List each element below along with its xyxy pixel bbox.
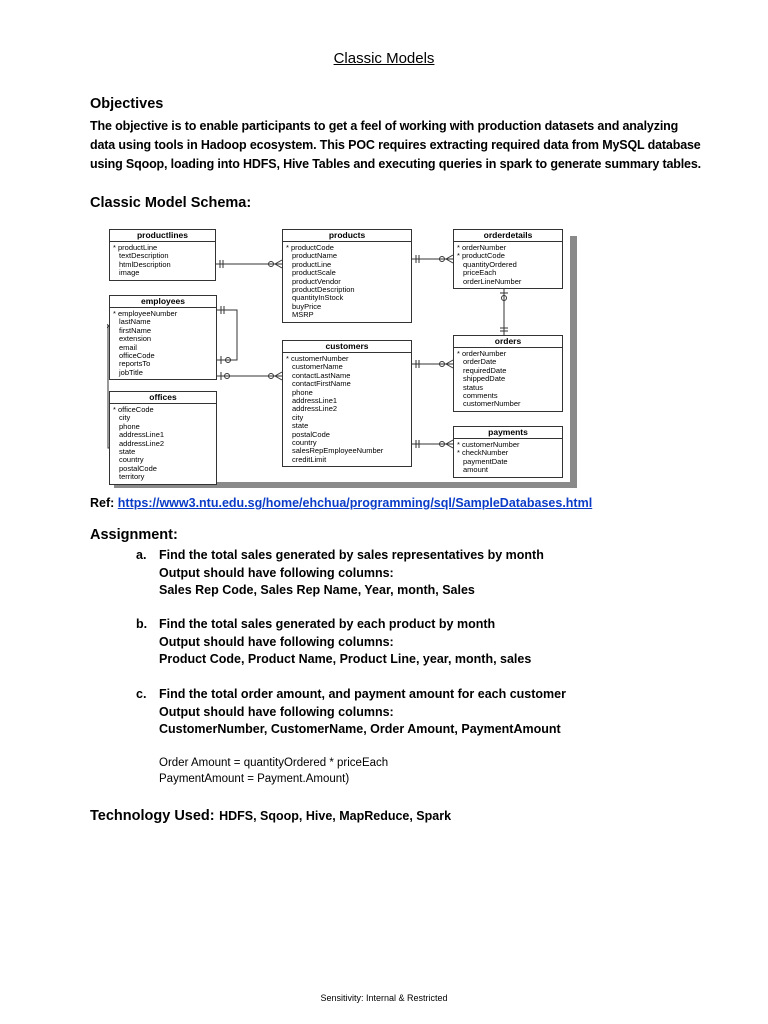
technology-heading: Technology Used: (90, 808, 215, 824)
entity-orders (453, 335, 563, 412)
entity-field: requiredDate (463, 365, 507, 375)
schema-heading: Classic Model Schema: (90, 195, 252, 211)
assignment-line: Output should have following columns: (159, 634, 394, 649)
entity-field: shippedDate (463, 374, 506, 384)
entity-field: * officeCode (113, 405, 154, 414)
entity-field: firstName (119, 325, 152, 335)
entity-field: * employeeNumber (113, 309, 178, 318)
entity-productlines (109, 229, 216, 281)
entity-field: productScale (292, 268, 336, 278)
entity-field: country (119, 455, 144, 465)
formula-line: Order Amount = quantityOrdered * priceEach (159, 757, 389, 769)
technology-value: HDFS, Sqoop, Hive, MapReduce, Spark (219, 809, 452, 823)
objectives-line: using Sqoop, loading into HDFS, Hive Tables and executing queries in spark to generate summary tables. (90, 157, 701, 171)
entity-field: productVendor (292, 276, 341, 286)
entity-field: productLine (292, 259, 332, 269)
entity-field: state (119, 447, 136, 457)
assignment-line: Sales Rep Code, Sales Rep Name, Year, month, Sales (159, 583, 475, 597)
entity-field: state (292, 421, 309, 431)
entity-field: quantityInStock (292, 293, 344, 303)
assignment-line: Find the total sales generated by each product by month (159, 617, 496, 631)
entity-field: extension (119, 334, 152, 344)
entity-field: postalCode (292, 429, 330, 439)
formulas (159, 755, 388, 787)
objectives-paragraph (90, 117, 701, 174)
entity-field: contactFirstName (292, 379, 351, 389)
entity-field: customerNumber (463, 399, 521, 409)
entity-title: productlines (110, 230, 215, 242)
entity-field: reportsTo (119, 359, 151, 369)
entity-title: payments (454, 427, 562, 439)
entity-field: status (463, 382, 484, 392)
entity-products (282, 229, 412, 323)
entity-field: * orderNumber (457, 243, 507, 252)
entity-field: textDescription (119, 251, 169, 261)
entity-field: city (292, 412, 304, 422)
assignment-item-label: b. (136, 617, 148, 631)
assignment-item-a (136, 547, 696, 600)
entity-field: addressLine2 (292, 404, 338, 414)
objectives-line: data using tools in Hadoop ecosystem. This POC requires extracting required data from MySQL database (90, 138, 701, 152)
assignment-line: Find the total sales generated by sales representatives by month (159, 548, 544, 562)
assignment-item-c (136, 686, 696, 739)
entity-title: orders (454, 336, 562, 348)
reference (90, 496, 592, 510)
entity-field: country (292, 438, 317, 448)
entity-field: salesRepEmployeeNumber (292, 446, 384, 456)
er-diagram (107, 226, 570, 482)
entity-title: customers (283, 341, 411, 353)
entity-field: * customerNumber (457, 440, 520, 449)
entity-payments (453, 426, 563, 478)
entity-field: htmlDescription (119, 259, 171, 269)
entity-field: addressLine1 (292, 396, 338, 406)
assignment-item-b (136, 616, 696, 669)
entity-field: phone (292, 387, 313, 397)
entity-field: customerName (292, 362, 343, 372)
assignment-line: Find the total order amount, and payment amount for each customer (159, 687, 566, 701)
entity-field: phone (119, 421, 140, 431)
entity-title: orderdetails (454, 230, 562, 242)
entity-field: * orderNumber (457, 349, 507, 358)
entity-title: products (283, 230, 411, 242)
objectives-heading: Objectives (90, 96, 164, 112)
assignment-line: Output should have following columns: (159, 565, 394, 580)
entity-field: city (119, 413, 131, 423)
entity-field: officeCode (119, 351, 155, 361)
entity-field: jobTitle (119, 367, 143, 377)
entity-field: buyPrice (292, 301, 322, 311)
assignment-item-label: a. (136, 548, 147, 562)
entity-field: * productCode (286, 243, 334, 252)
assignment-line: Product Code, Product Name, Product Line, year, month, sales (159, 652, 532, 666)
entity-field: quantityOrdered (463, 259, 517, 269)
entity-field: MSRP (292, 310, 314, 320)
entity-field: orderLineNumber (463, 276, 522, 286)
page-title: Classic Models (333, 50, 435, 67)
objectives-line: The objective is to enable participants to get a feel of working with production datasets and analyzing (90, 119, 679, 133)
entity-field: addressLine2 (119, 438, 165, 448)
assignment-item-label: c. (136, 687, 147, 701)
entity-field: orderDate (463, 357, 497, 367)
entity-field: amount (463, 465, 489, 475)
entity-field: productDescription (292, 285, 355, 295)
entity-field: * checkNumber (457, 448, 509, 458)
entity-field: contactLastName (292, 370, 351, 380)
entity-field: image (119, 268, 140, 278)
entity-field: territory (119, 472, 145, 482)
reference-link[interactable]: https://www3.ntu.edu.sg/home/ehchua/programming/sql/SampleDatabases.html (117, 496, 593, 510)
entity-title: employees (110, 296, 216, 308)
entity-customers (282, 340, 412, 467)
entity-orderdetails (453, 229, 563, 289)
entity-field: comments (463, 391, 498, 401)
assignment-line: Output should have following columns: (159, 704, 394, 719)
entity-offices (109, 391, 217, 485)
sensitivity-footer: Sensitivity: Internal & Restricted (320, 993, 448, 1003)
assignment-heading: Assignment: (90, 527, 178, 543)
entity-field: lastName (119, 317, 151, 327)
entity-field: paymentDate (463, 456, 508, 466)
reference-label: Ref: (90, 496, 115, 510)
entity-field: * productCode (457, 251, 505, 261)
entity-field: * productLine (113, 243, 158, 252)
entity-field: postalCode (119, 463, 157, 473)
entity-employees (109, 295, 217, 380)
entity-field: productName (292, 251, 338, 261)
formula-line: PaymentAmount = Payment.Amount) (159, 773, 350, 785)
assignment-line: CustomerNumber, CustomerName, Order Amount, PaymentAmount (159, 722, 561, 736)
entity-field: email (119, 342, 137, 352)
entity-title: offices (110, 392, 216, 404)
entity-field: creditLimit (292, 454, 327, 464)
entity-field: * customerNumber (286, 354, 349, 363)
entity-field: addressLine1 (119, 430, 165, 440)
entity-field: priceEach (463, 268, 497, 278)
technology-section (90, 807, 451, 825)
